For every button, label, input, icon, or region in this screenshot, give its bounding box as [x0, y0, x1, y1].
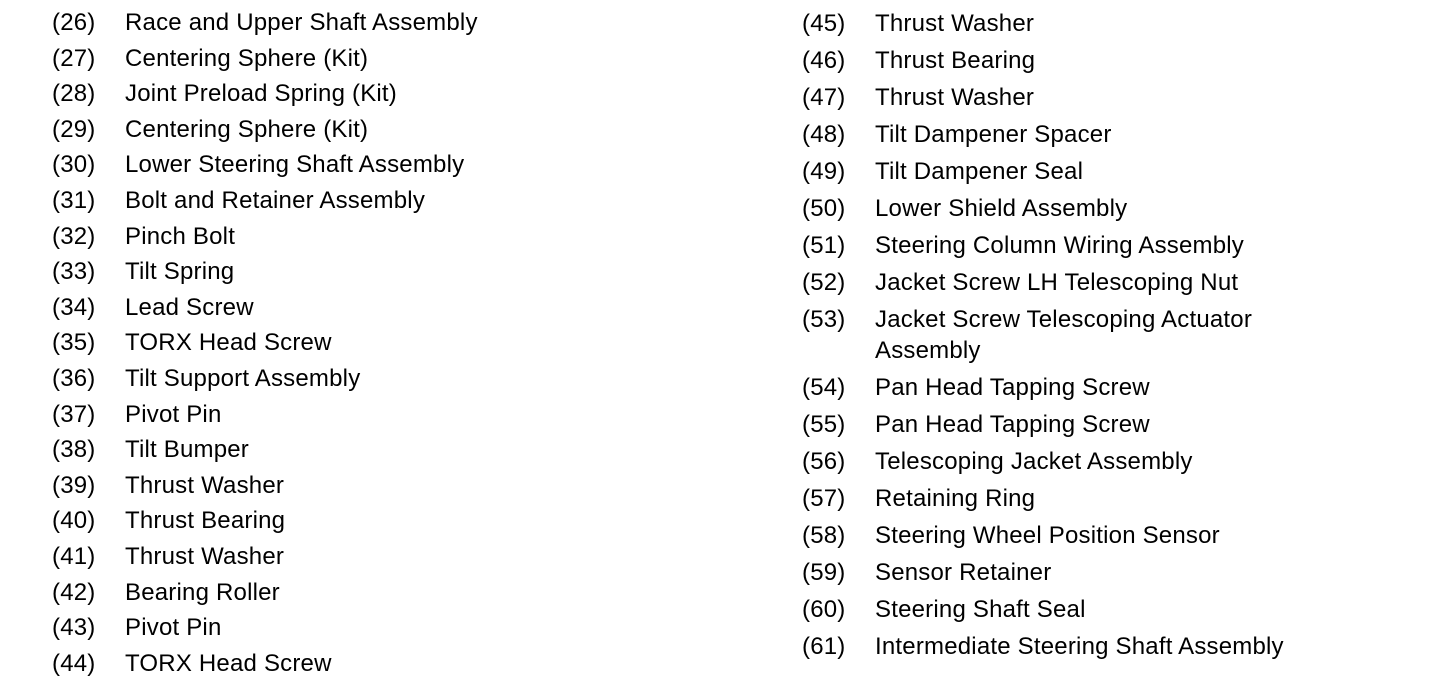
part-list-item [52, 43, 752, 79]
part-name: Pivot Pin [125, 614, 222, 642]
part-number: (46) [802, 47, 846, 74]
part-name: Race and Upper Shaft Assembly [125, 9, 478, 36]
part-name: Jacket Screw Telescoping Actuator Assembly [875, 306, 1253, 364]
part-number: (33) [52, 258, 96, 286]
part-list-item [52, 185, 752, 221]
part-list-item [802, 156, 1442, 187]
part-name: Thrust Washer [125, 471, 285, 499]
part-list-item [52, 78, 752, 114]
part-list-item [802, 483, 1442, 514]
part-number: (53) [802, 306, 846, 333]
part-number: (52) [802, 269, 846, 296]
part-list-item [802, 446, 1442, 477]
part-number: (57) [802, 485, 846, 512]
part-name: Pan Head Tapping Screw [875, 411, 1150, 438]
part-name: Intermediate Steering Shaft Assembly [875, 633, 1284, 660]
part-list-item [802, 557, 1442, 588]
part-name: Joint Preload Spring (Kit) [125, 80, 397, 108]
part-number: (40) [52, 507, 96, 535]
part-name: Tilt Support Assembly [125, 364, 361, 392]
part-number: (30) [52, 151, 96, 179]
part-number: (58) [802, 522, 846, 549]
part-list-item [802, 82, 1442, 113]
part-name: Tilt Spring [125, 258, 235, 286]
part-number: (56) [802, 448, 846, 475]
part-list-item [52, 221, 752, 257]
part-list-item [52, 648, 752, 684]
part-list-item [52, 7, 752, 43]
part-number: (59) [802, 559, 846, 586]
part-number: (47) [802, 84, 846, 111]
part-number: (45) [802, 10, 846, 37]
part-list-item [52, 256, 752, 292]
part-list-item [802, 520, 1442, 551]
part-name: Retaining Ring [875, 485, 1036, 512]
part-number: (54) [802, 374, 846, 401]
part-name: Steering Shaft Seal [875, 596, 1086, 623]
part-number: (48) [802, 121, 846, 148]
part-name: Thrust Washer [875, 10, 1035, 37]
part-name: Lower Shield Assembly [875, 195, 1128, 222]
part-name: Thrust Bearing [125, 507, 286, 535]
part-list-item [52, 292, 752, 328]
part-number: (42) [52, 578, 96, 606]
part-name: Thrust Bearing [875, 47, 1036, 74]
part-list-item [52, 612, 752, 648]
part-name: Pivot Pin [125, 400, 222, 428]
part-list-item [802, 372, 1442, 403]
part-list-item [802, 409, 1442, 440]
part-list-item [802, 304, 1442, 366]
part-number: (31) [52, 186, 96, 214]
part-name: Lead Screw [125, 293, 254, 321]
part-name: Telescoping Jacket Assembly [875, 448, 1193, 475]
part-name: Pan Head Tapping Screw [875, 374, 1150, 401]
part-number: (32) [52, 222, 96, 250]
part-name: Steering Wheel Position Sensor [875, 522, 1220, 549]
part-number: (55) [802, 411, 846, 438]
part-list-item [52, 363, 752, 399]
part-number: (29) [52, 115, 96, 143]
part-number: (61) [802, 633, 846, 660]
part-list-item [52, 577, 752, 613]
part-list-item [52, 149, 752, 185]
part-name: Pinch Bolt [125, 222, 236, 250]
part-number: (27) [52, 44, 96, 72]
part-name: Tilt Bumper [125, 436, 250, 464]
part-list-item [52, 541, 752, 577]
part-list-item [802, 119, 1442, 150]
part-number: (50) [802, 195, 846, 222]
part-list-item [52, 470, 752, 506]
part-list-item [802, 193, 1442, 224]
part-name: Bearing Roller [125, 578, 280, 606]
part-number: (43) [52, 614, 96, 642]
part-name: Jacket Screw LH Telescoping Nut [875, 269, 1239, 296]
parts-list-left [52, 0, 752, 683]
part-list-item [52, 327, 752, 363]
part-number: (38) [52, 436, 96, 464]
part-number: (39) [52, 471, 96, 499]
part-name: Thrust Washer [125, 542, 285, 570]
part-name: Tilt Dampener Seal [875, 158, 1084, 185]
part-list-item [802, 230, 1442, 261]
part-list-item [802, 594, 1442, 625]
part-name: Thrust Washer [875, 84, 1035, 111]
part-name: Centering Sphere (Kit) [125, 115, 369, 143]
part-number: (51) [802, 232, 846, 259]
part-list-item [802, 8, 1442, 39]
part-list-item [802, 45, 1442, 76]
part-list-item [802, 267, 1442, 298]
part-number: (37) [52, 400, 96, 428]
part-list-item [52, 434, 752, 470]
part-number: (28) [52, 80, 96, 108]
parts-list-right [802, 0, 1442, 668]
part-number: (35) [52, 329, 96, 357]
part-number: (26) [52, 9, 96, 36]
part-number: (44) [52, 649, 96, 677]
part-number: (34) [52, 293, 96, 321]
part-name: Bolt and Retainer Assembly [125, 186, 426, 214]
part-name: Tilt Dampener Spacer [875, 121, 1112, 148]
part-name: Steering Column Wiring Assembly [875, 232, 1245, 259]
part-list-item [52, 114, 752, 150]
part-name: TORX Head Screw [125, 649, 332, 677]
part-name: Centering Sphere (Kit) [125, 44, 369, 72]
part-name: Lower Steering Shaft Assembly [125, 151, 465, 179]
part-list-item [52, 505, 752, 541]
part-name: Sensor Retainer [875, 559, 1052, 586]
part-number: (36) [52, 364, 96, 392]
part-list-item [802, 631, 1442, 662]
part-number: (60) [802, 596, 846, 623]
part-number: (41) [52, 542, 96, 570]
part-name: TORX Head Screw [125, 329, 332, 357]
part-number: (49) [802, 158, 846, 185]
part-list-item [52, 399, 752, 435]
